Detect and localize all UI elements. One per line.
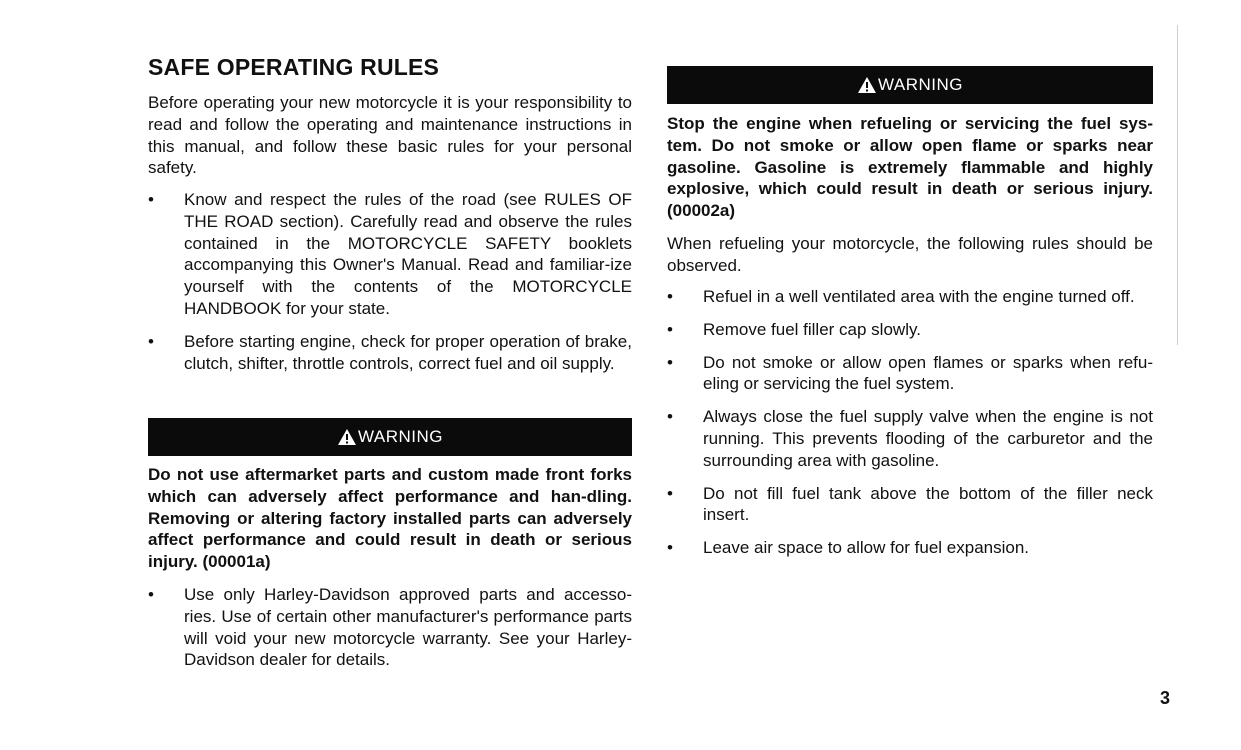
- bullet-marker: •: [667, 352, 673, 372]
- bullet-marker: •: [667, 538, 673, 558]
- parts-rules-list: [148, 584, 632, 671]
- warning-text: Stop the engine when refueling or servicing the fuel sys-tem. Do not smoke or allow open flame or sparks near gasoline. Gasoline is extremely flammable and highly explosive, which could result in death or serious injury. (00002a): [667, 114, 1153, 221]
- bullet-marker: •: [667, 319, 673, 339]
- intro-paragraph: Before operating your new motorcycle it is your responsibility to read and follow the operating and maintenance instructions in this manual, and follow these basic rules for your personal safety.: [148, 93, 632, 178]
- list-item: [148, 189, 632, 320]
- list-item-text: Always close the fuel supply valve when the engine is not running. This prevents flooding of the carburetor and the surrounding area with gasoline.: [703, 407, 1153, 470]
- list-item: [667, 537, 1153, 559]
- list-item: [667, 483, 1153, 527]
- list-item-text: Refuel in a well ventilated area with the engine turned off.: [703, 287, 1135, 306]
- list-item: [148, 584, 632, 671]
- list-item-text: Know and respect the rules of the road (see RULES OF THE ROAD section). Carefully read and observe the rules contained in the MOTORCYCLE SAFETY booklets accompanying this Owner's Manual. Read and familiar-ize yourself with the contents of the MOTORCYCLE HANDBOOK for your state.: [184, 190, 632, 318]
- warning-label: WARNING: [357, 427, 444, 446]
- bullet-marker: •: [667, 483, 673, 503]
- list-item: [667, 352, 1153, 396]
- warning-triangle-icon: [337, 428, 357, 446]
- list-item-text: Do not fill fuel tank above the bottom of the filler neck insert.: [703, 483, 1153, 525]
- list-item-text: Do not smoke or allow open flames or sparks when refu-eling or servicing the fuel system.: [703, 352, 1153, 394]
- warning-banner: [148, 418, 632, 456]
- bullet-marker: •: [667, 287, 673, 306]
- bullet-marker: •: [148, 190, 154, 209]
- bullet-marker: •: [148, 585, 154, 604]
- warning-triangle-icon: [857, 76, 877, 94]
- list-item-text: Use only Harley-Davidson approved parts and accesso-ries. Use of certain other manufacturer's performance parts will void your new motorcycle warranty. See your Harley-Davidson dealer for details.: [184, 585, 632, 670]
- bullet-marker: •: [148, 331, 154, 351]
- safety-rules-list: [148, 189, 632, 374]
- page-number: 3: [1160, 688, 1171, 708]
- list-item: [148, 331, 632, 375]
- list-item-text: Before starting engine, check for proper operation of brake, clutch, shifter, throttle controls, correct fuel and oil supply.: [184, 331, 632, 373]
- list-item-text: Remove fuel filler cap slowly.: [703, 319, 921, 339]
- page-edge-line: [1177, 25, 1178, 345]
- list-item: [667, 406, 1153, 471]
- page-title: SAFE OPERATING RULES: [148, 54, 440, 80]
- list-item: [667, 286, 1153, 308]
- refueling-intro: When refueling your motorcycle, the following rules should be observed.: [667, 234, 1153, 275]
- warning-text: Do not use aftermarket parts and custom made front forks which can adversely affect performance and han-dling. Removing or altering factory installed parts can adversely affect performance and could result in death or serious injury. (00001a): [148, 465, 632, 572]
- list-item: [667, 319, 1153, 341]
- refueling-rules-list: [667, 286, 1153, 559]
- list-item-text: Leave air space to allow for fuel expansion.: [703, 538, 1030, 558]
- warning-banner: [667, 66, 1153, 104]
- bullet-marker: •: [667, 407, 673, 427]
- warning-label: WARNING: [877, 75, 964, 94]
